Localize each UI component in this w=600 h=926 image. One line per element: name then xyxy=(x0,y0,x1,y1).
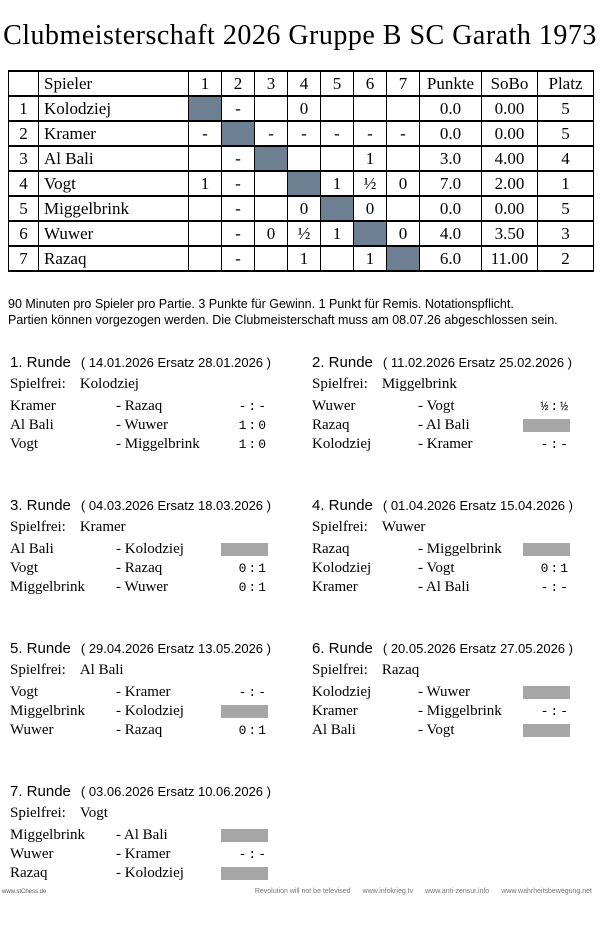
result-cell xyxy=(255,196,288,221)
game-result: -:- xyxy=(540,704,570,719)
black-player: - Kolodziej xyxy=(116,865,184,881)
page-title: Clubmeisterschaft 2026 Gruppe B SC Garath 1973 xyxy=(3,20,597,51)
platz-cell: 1 xyxy=(538,171,594,196)
black-player: - Vogt xyxy=(418,398,455,414)
result-cell: 0 xyxy=(288,96,321,121)
rules-text xyxy=(8,296,596,328)
result-cell: 1 xyxy=(354,246,387,271)
pairing-row xyxy=(10,826,268,845)
pairing-row xyxy=(10,702,268,721)
black-player: - Al Bali xyxy=(418,579,470,595)
diagonal-cell xyxy=(354,221,387,246)
pairing-row xyxy=(10,540,268,559)
result-cell xyxy=(255,96,288,121)
platz-cell: 5 xyxy=(538,196,594,221)
result-cell: 0 xyxy=(387,221,420,246)
white-player: Kramer xyxy=(10,398,56,414)
sobo-cell: 0.00 xyxy=(482,121,538,146)
round-title: 6. Runde xyxy=(312,640,373,657)
diagonal-cell xyxy=(222,121,255,146)
result-cell: - xyxy=(288,121,321,146)
crosstable-header-row xyxy=(9,71,594,96)
sobo-cell: 2.00 xyxy=(482,171,538,196)
game-result: -:- xyxy=(540,580,570,595)
footer-link-text: www.infokrieg.tv xyxy=(362,888,414,895)
footer-links xyxy=(255,888,592,895)
game-result: 1:0 xyxy=(238,418,268,433)
spielfrei-player: Miggelbrink xyxy=(381,376,457,392)
black-player: - Razaq xyxy=(116,560,163,576)
black-player: - Kolodziej xyxy=(116,703,184,719)
result-cell: - xyxy=(255,121,288,146)
platz-cell: 5 xyxy=(538,121,594,146)
white-player: Razaq xyxy=(312,541,350,557)
column-header: 1 xyxy=(189,71,222,96)
black-player: - Vogt xyxy=(418,560,455,576)
white-player: Kramer xyxy=(312,579,358,595)
player-name: Miggelbrink xyxy=(39,196,189,221)
game-result: 0:1 xyxy=(238,580,268,595)
column-header: 4 xyxy=(288,71,321,96)
spielfrei-label: Spielfrei: xyxy=(312,376,368,392)
pairing-row xyxy=(312,721,570,740)
footer-link-text: www.wahrheitsbewegung.net xyxy=(501,888,592,895)
platz-cell: 3 xyxy=(538,221,594,246)
rules-line-2: Partien können vorgezogen werden. Die Clubmeisterschaft muss am 08.07.26 abgeschlossen sein. xyxy=(8,313,558,327)
round-title-line xyxy=(10,640,312,658)
spielfrei-line xyxy=(10,519,312,536)
footer-link-text: www.anti-zensur.info xyxy=(425,888,490,895)
rules-line-1: 90 Minuten pro Spieler pro Partie. 3 Punkte für Gewinn. 1 Punkt für Remis. Notationspflicht. xyxy=(8,297,514,311)
result-cell xyxy=(321,96,354,121)
sobo-cell: 3.50 xyxy=(482,221,538,246)
pairing-row xyxy=(10,864,268,883)
black-player: - Razaq xyxy=(116,398,163,414)
row-number: 6 xyxy=(9,221,39,246)
pending-result-bar xyxy=(523,686,570,699)
spielfrei-line xyxy=(312,662,592,679)
crosstable-row xyxy=(9,196,594,221)
pairing-row xyxy=(10,397,268,416)
crosstable xyxy=(8,70,594,272)
result-cell xyxy=(189,246,222,271)
game-result: ½:½ xyxy=(540,399,570,414)
black-player: - Miggelbrink xyxy=(418,541,502,557)
footer-link-text: Revolution will not be televised xyxy=(254,888,351,895)
result-cell: 1 xyxy=(321,221,354,246)
round-title-line xyxy=(312,354,592,372)
result-cell xyxy=(387,96,420,121)
pending-result-bar xyxy=(221,867,268,880)
black-player: - Kramer xyxy=(418,436,473,452)
footer-watermark: www.stChess.de xyxy=(2,889,47,895)
diagonal-cell xyxy=(189,96,222,121)
player-name: Wuwer xyxy=(39,221,189,246)
points-cell: 0.0 xyxy=(420,96,482,121)
white-player: Kolodziej xyxy=(312,436,372,452)
result-cell xyxy=(387,146,420,171)
round-title-line xyxy=(10,783,312,801)
result-cell: 0 xyxy=(255,221,288,246)
round-title-line xyxy=(312,497,592,515)
pairing-row xyxy=(10,416,268,435)
platz-cell: 4 xyxy=(538,146,594,171)
crosstable-row xyxy=(9,246,594,271)
spielfrei-player: Kramer xyxy=(79,519,126,535)
spielfrei-label: Spielfrei: xyxy=(10,519,66,535)
platz-cell: 2 xyxy=(538,246,594,271)
round-title: 3. Runde xyxy=(10,497,71,514)
pairing-row xyxy=(10,721,268,740)
column-header: 7 xyxy=(387,71,420,96)
white-player: Razaq xyxy=(312,417,350,433)
white-player: Kolodziej xyxy=(312,560,372,576)
spielfrei-line xyxy=(10,805,312,822)
platz-cell: 5 xyxy=(538,96,594,121)
game-result: -:- xyxy=(238,847,268,862)
crosstable-row xyxy=(9,121,594,146)
round-title-line xyxy=(10,497,312,515)
white-player: Wuwer xyxy=(10,722,54,738)
points-cell: 3.0 xyxy=(420,146,482,171)
round-block xyxy=(10,497,312,596)
black-player: - Wuwer xyxy=(116,579,169,595)
pairing-row xyxy=(10,435,268,454)
result-cell: - xyxy=(222,196,255,221)
black-player: - Kramer xyxy=(116,684,171,700)
black-player: - Miggelbrink xyxy=(116,436,200,452)
pairing-row xyxy=(312,578,570,597)
black-player: - Wuwer xyxy=(116,417,169,433)
round-block xyxy=(312,497,592,596)
spielfrei-player: Razaq xyxy=(381,662,420,678)
round-title: 4. Runde xyxy=(312,497,373,514)
round-dates: ( 03.06.2026 Ersatz 10.06.2026 ) xyxy=(80,784,271,799)
row-number: 3 xyxy=(9,146,39,171)
spielfrei-line xyxy=(312,376,592,393)
pairing-row xyxy=(10,845,268,864)
spielfrei-player: Vogt xyxy=(79,805,108,821)
row-number: 7 xyxy=(9,246,39,271)
column-header: Platz xyxy=(538,71,594,96)
spielfrei-label: Spielfrei: xyxy=(10,805,66,821)
white-player: Vogt xyxy=(10,684,39,700)
white-player: Kolodziej xyxy=(312,684,372,700)
diagonal-cell xyxy=(387,246,420,271)
result-cell xyxy=(189,146,222,171)
result-cell: - xyxy=(189,121,222,146)
result-cell: - xyxy=(354,121,387,146)
white-player: Vogt xyxy=(10,436,39,452)
player-name: Kramer xyxy=(39,121,189,146)
column-header: 6 xyxy=(354,71,387,96)
round-title: 5. Runde xyxy=(10,640,71,657)
pairing-row xyxy=(312,702,570,721)
round-title: 7. Runde xyxy=(10,783,71,800)
diagonal-cell xyxy=(321,196,354,221)
result-cell: 0 xyxy=(387,171,420,196)
black-player: - Al Bali xyxy=(418,417,470,433)
white-player: Razaq xyxy=(10,865,48,881)
spielfrei-label: Spielfrei: xyxy=(312,519,368,535)
pending-result-bar xyxy=(221,543,268,556)
pairing-row xyxy=(312,397,570,416)
diagonal-cell xyxy=(288,171,321,196)
points-cell: 7.0 xyxy=(420,171,482,196)
round-block xyxy=(312,354,592,453)
spielfrei-player: Kolodziej xyxy=(79,376,139,392)
points-cell: 0.0 xyxy=(420,121,482,146)
white-player: Al Bali xyxy=(10,541,54,557)
white-player: Wuwer xyxy=(10,846,54,862)
sobo-cell: 11.00 xyxy=(482,246,538,271)
white-player: Al Bali xyxy=(10,417,54,433)
result-cell: - xyxy=(222,221,255,246)
black-player: - Al Bali xyxy=(116,827,168,843)
column-header: 3 xyxy=(255,71,288,96)
spielfrei-player: Wuwer xyxy=(381,519,426,535)
pending-result-bar xyxy=(523,543,570,556)
result-cell: 1 xyxy=(189,171,222,196)
result-cell: - xyxy=(321,121,354,146)
diagonal-cell xyxy=(255,146,288,171)
crosstable-row xyxy=(9,96,594,121)
black-player: - Wuwer xyxy=(418,684,471,700)
white-player: Al Bali xyxy=(312,722,356,738)
round-dates: ( 01.04.2026 Ersatz 15.04.2026 ) xyxy=(382,498,573,513)
result-cell: 0 xyxy=(288,196,321,221)
crosstable-row xyxy=(9,221,594,246)
game-result: 0:1 xyxy=(238,561,268,576)
row-number: 1 xyxy=(9,96,39,121)
result-cell xyxy=(321,146,354,171)
result-cell: - xyxy=(222,246,255,271)
row-number: 5 xyxy=(9,196,39,221)
row-number: 4 xyxy=(9,171,39,196)
player-name: Al Bali xyxy=(39,146,189,171)
result-cell xyxy=(255,246,288,271)
result-cell xyxy=(189,221,222,246)
pending-result-bar xyxy=(221,705,268,718)
round-title-line xyxy=(312,640,592,658)
spielfrei-line xyxy=(10,662,312,679)
white-player: Kramer xyxy=(312,703,358,719)
column-header: Punkte xyxy=(420,71,482,96)
spielfrei-player: Al Bali xyxy=(79,662,124,678)
black-player: - Miggelbrink xyxy=(418,703,502,719)
result-cell: 1 xyxy=(288,246,321,271)
player-name: Razaq xyxy=(39,246,189,271)
round-dates: ( 11.02.2026 Ersatz 25.02.2026 ) xyxy=(382,355,572,370)
round-block xyxy=(312,640,592,739)
white-player: Vogt xyxy=(10,560,39,576)
crosstable-row xyxy=(9,171,594,196)
result-cell xyxy=(288,146,321,171)
pending-result-bar xyxy=(221,829,268,842)
points-cell: 6.0 xyxy=(420,246,482,271)
column-header: Spieler xyxy=(39,71,189,96)
spielfrei-label: Spielfrei: xyxy=(10,662,66,678)
points-cell: 0.0 xyxy=(420,196,482,221)
player-name: Vogt xyxy=(39,171,189,196)
sobo-cell: 0.00 xyxy=(482,196,538,221)
game-result: 1:0 xyxy=(238,437,268,452)
result-cell: 1 xyxy=(354,146,387,171)
white-player: Miggelbrink xyxy=(10,703,85,719)
pairing-row xyxy=(312,416,570,435)
pairing-row xyxy=(10,578,268,597)
spielfrei-label: Spielfrei: xyxy=(10,376,66,392)
round-dates: ( 29.04.2026 Ersatz 13.05.2026 ) xyxy=(80,641,271,656)
round-title-line xyxy=(10,354,312,372)
black-player: - Kramer xyxy=(116,846,171,862)
spielfrei-line xyxy=(10,376,312,393)
result-cell: 0 xyxy=(354,196,387,221)
result-cell: - xyxy=(387,121,420,146)
white-player: Miggelbrink xyxy=(10,827,85,843)
pending-result-bar xyxy=(523,419,570,432)
pairing-row xyxy=(312,559,570,578)
sobo-cell: 4.00 xyxy=(482,146,538,171)
spielfrei-label: Spielfrei: xyxy=(312,662,368,678)
spielfrei-line xyxy=(312,519,592,536)
round-block xyxy=(10,354,312,453)
column-header: 5 xyxy=(321,71,354,96)
round-title: 2. Runde xyxy=(312,354,373,371)
white-player: Wuwer xyxy=(312,398,356,414)
result-cell: - xyxy=(222,171,255,196)
column-header: 2 xyxy=(222,71,255,96)
round-dates: ( 04.03.2026 Ersatz 18.03.2026 ) xyxy=(80,498,271,513)
result-cell xyxy=(189,196,222,221)
pairing-row xyxy=(10,559,268,578)
result-cell xyxy=(321,246,354,271)
round-dates: ( 20.05.2026 Ersatz 27.05.2026 ) xyxy=(382,641,573,656)
result-cell: - xyxy=(222,146,255,171)
round-title: 1. Runde xyxy=(10,354,71,371)
result-cell xyxy=(354,96,387,121)
game-result: -:- xyxy=(540,437,570,452)
column-header xyxy=(9,71,39,96)
result-cell: - xyxy=(222,96,255,121)
footer xyxy=(2,888,592,895)
pairing-row xyxy=(312,683,570,702)
game-result: -:- xyxy=(238,399,268,414)
result-cell: 1 xyxy=(321,171,354,196)
pairing-row xyxy=(312,540,570,559)
pending-result-bar xyxy=(523,724,570,737)
game-result: 0:1 xyxy=(238,723,268,738)
sobo-cell: 0.00 xyxy=(482,96,538,121)
row-number: 2 xyxy=(9,121,39,146)
player-name: Kolodziej xyxy=(39,96,189,121)
pairing-row xyxy=(312,435,570,454)
black-player: - Kolodziej xyxy=(116,541,184,557)
round-dates: ( 14.01.2026 Ersatz 28.01.2026 ) xyxy=(80,355,271,370)
column-header: SoBo xyxy=(482,71,538,96)
points-cell: 4.0 xyxy=(420,221,482,246)
crosstable-row xyxy=(9,146,594,171)
white-player: Miggelbrink xyxy=(10,579,85,595)
round-block xyxy=(10,783,312,882)
black-player: - Vogt xyxy=(418,722,455,738)
result-cell: ½ xyxy=(288,221,321,246)
round-block xyxy=(10,640,312,739)
result-cell xyxy=(387,196,420,221)
rounds-grid xyxy=(10,354,592,926)
result-cell xyxy=(255,171,288,196)
black-player: - Razaq xyxy=(116,722,163,738)
pairing-row xyxy=(10,683,268,702)
game-result: -:- xyxy=(238,685,268,700)
result-cell: ½ xyxy=(354,171,387,196)
game-result: 0:1 xyxy=(540,561,570,576)
